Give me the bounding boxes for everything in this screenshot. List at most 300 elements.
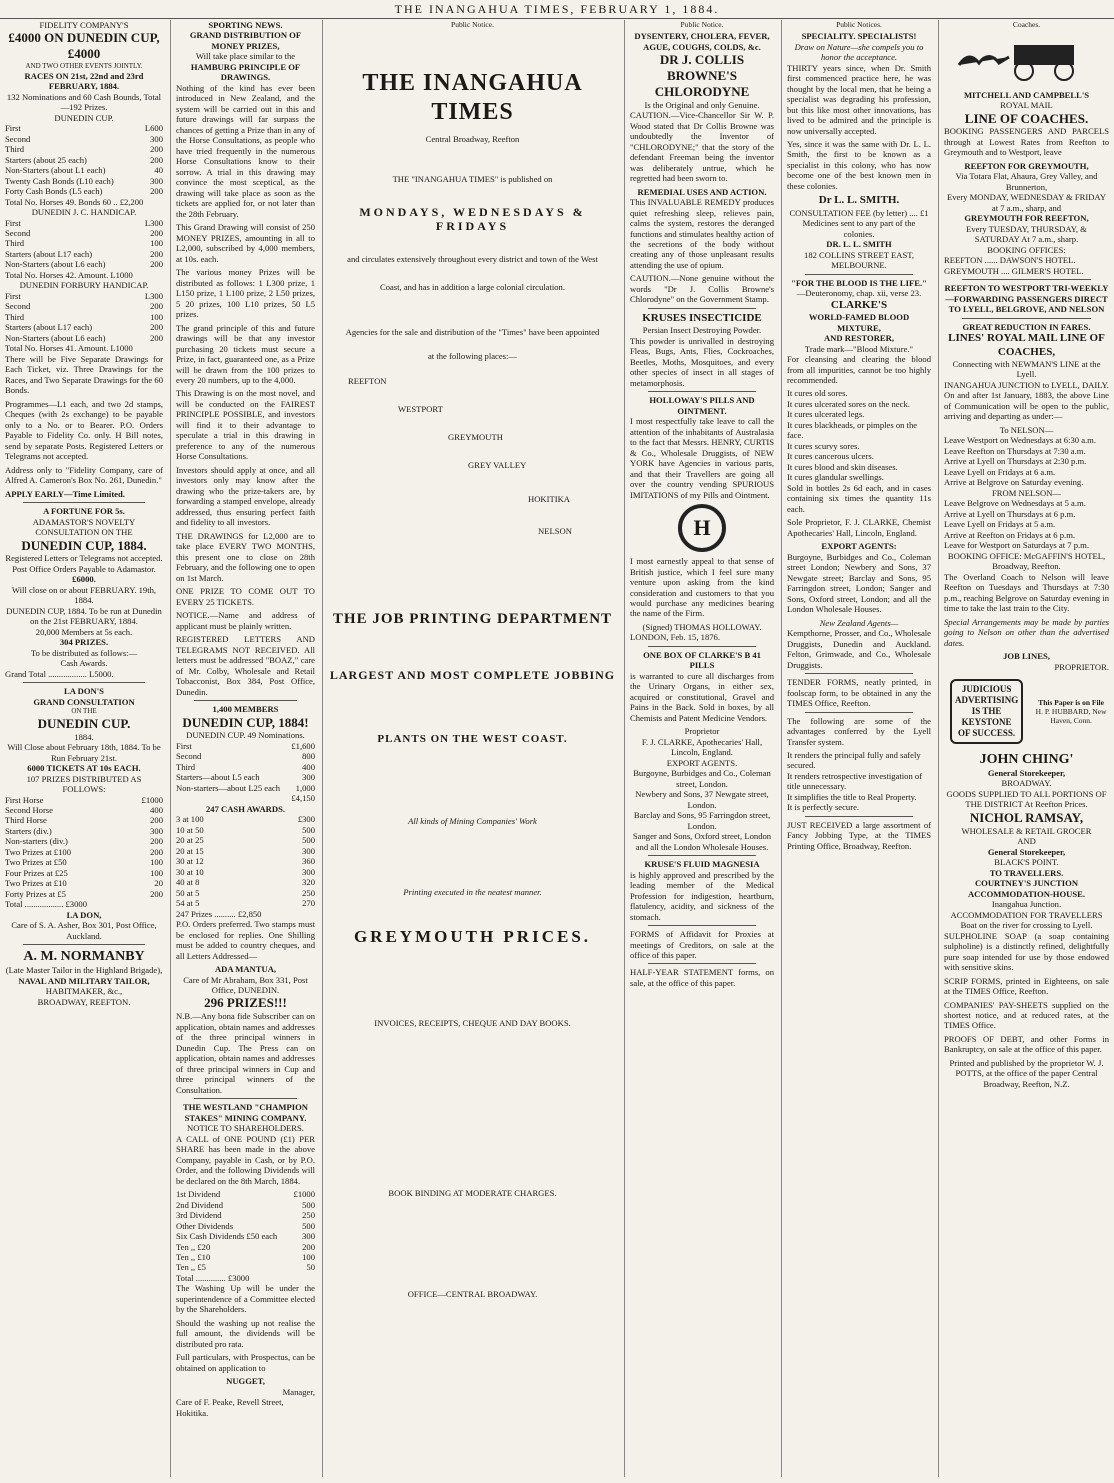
run-date: DUNEDIN CUP, 1884. To be run at Dunedin on the 21st FEBRUARY, 1884. — [6, 605, 162, 627]
apply-early: APPLY EARLY—Time Limited. — [5, 488, 125, 499]
row-label: Non-starters—about L25 each — [176, 782, 281, 793]
dr-smith-2: DR. L. L. SMITH — [826, 239, 892, 250]
body-text: On and after 1st January, 1883, the above Line of Communication will be open to the public, arriving and departing as under:— — [944, 390, 1109, 422]
table-row — [5, 238, 163, 248]
speciality: SPECIALITY. SPECIALISTS! — [801, 31, 917, 42]
via: Via Totara Flat, Ahaura, Grey Valley, and Brunnerton, — [955, 171, 1098, 192]
bookbinding: BOOK BINDING AT MODERATE CHARGES. — [388, 1188, 557, 1199]
row-value: 200 — [302, 1241, 315, 1252]
body-text: There will be Five Separate Drawings for Each Ticket, viz. Three Drawings for the Races, and Two Separate Drawings for the 60 Bonds. — [5, 353, 163, 396]
table-row — [176, 856, 315, 866]
job-printing: THE JOB PRINTING DEPARTMENT — [332, 610, 613, 627]
year: 1884. — [74, 731, 94, 742]
agents: Barclay and Sons, 95 Farringdon street, London. — [633, 810, 771, 831]
row-value: 100 — [150, 238, 163, 249]
largest: LARGEST AND MOST COMPLETE JOBBING — [329, 668, 616, 683]
body-text: Sole Proprietor, F. J. CLARKE, Chemist Apothecaries' Hall, Lincoln, England. — [787, 517, 931, 538]
fidelity-title: FIDELITY COMPANY'S — [39, 20, 129, 30]
row-label: Non-starters (div.) — [5, 836, 68, 847]
grand-consultation: GRAND CONSULTATION — [33, 696, 135, 707]
row-label: Third — [5, 311, 25, 322]
clarkes-pills: ONE BOX OF CLARKE'S B 41 PILLS — [643, 649, 761, 671]
body-text: The various money Prizes will be distributed as follows: 1 L300 prize, 1 L150 prize, 1 L100 prize, 2 L50 prizes, 5 20 prizes, 100 L10 prizes, 50 L5 prizes. — [176, 267, 315, 320]
table-row — [5, 144, 163, 154]
row-label: Two Prizes at £10 — [5, 878, 67, 889]
row-label: 30 at 12 — [176, 856, 204, 867]
table-row — [176, 1262, 315, 1272]
nominations: 132 Nominations and 60 Cash Bounds, Total—192 Prizes. — [6, 91, 162, 113]
row-value: 200 — [150, 186, 163, 197]
column-1 — [0, 20, 168, 1477]
prize-6000: £6000. — [72, 574, 96, 585]
dr-smith: Dr L. L. SMITH. — [818, 194, 900, 207]
table-row — [5, 847, 163, 857]
list-item: Leave for Westport on Saturdays at 7 p.m. — [944, 540, 1089, 551]
list-item: It cures glandular swellings. — [787, 472, 884, 483]
body-text: N.B.—Any bona fide Subscriber can on application, obtain names and addresses of the three principal winners in Dunedin Cup. The Press can on application, obtain names and addresses of three principal winners in Cup and three principal winners of the Consultation. — [176, 1011, 315, 1095]
table-row — [5, 805, 163, 815]
column-5 — [781, 20, 936, 1477]
keystone-logo — [950, 679, 1023, 744]
list-item: Arrive at Reefton on Fridays at 6 p.m. — [944, 529, 1076, 540]
row-value: 200 — [150, 815, 163, 826]
row-label: First — [5, 217, 21, 228]
divider — [805, 673, 913, 674]
row-value: 500 — [302, 1220, 315, 1231]
list-item: Leave Lyell on Fridays at 6 a.m. — [944, 466, 1056, 477]
row-value: 200 — [150, 259, 163, 270]
row-label: Four Prizes at £25 — [5, 867, 68, 878]
members: 20,000 Members at 5s each. — [35, 626, 133, 637]
body-text: BOOKING PASSENGERS AND PARCELS through at Lowest Rates from Reefton to Greymouth and to Westport, leave — [944, 126, 1109, 158]
row-label: Forty Cash Bonds (L5 each) — [5, 186, 103, 197]
body-text: Nothing of the kind has ever been introduced in New Zealand, and the system will be carried out in this and future drawings will far surpass the chances of getting a Prize than in any of the Horse Consultations, as people who have tried frequently in the numerous Horse Consultations know to their sorrow. A trial in this drawing may convince the most sceptical, as the drawing will take place as soon as the tickets are applied for, or not later than the 28th February. — [176, 82, 315, 219]
cash-awards: 247 CASH AWARDS. — [205, 803, 286, 814]
john-ching: JOHN CHING' — [979, 751, 1074, 767]
close-2: Will Close about February 18th, 1884. To be Run February 21st. — [7, 742, 161, 763]
accommodation: ACCOMMODATION FOR TRAVELLERS — [950, 909, 1103, 920]
row-value: 1,000 — [295, 782, 315, 793]
grand-distribution: GRAND DISTRIBUTION OF MONEY PRIZES, — [189, 30, 302, 51]
to-nelson: To NELSON— — [999, 424, 1054, 435]
table-row — [5, 857, 163, 867]
body-text: I most earnestly appeal to that sense of British justice, which I feel sure many venture upon asking from the kind consideration and customers to that you would purchase any medicines bearing the name of the Firm. — [630, 556, 774, 619]
job-lines: JOB LINES, — [1003, 651, 1050, 662]
persian: Persian Insect Destroying Powder. — [642, 325, 762, 336]
row-value: 200 — [150, 228, 163, 238]
row-label: Ten ,, £5 — [176, 1262, 206, 1273]
prize-table-3 — [5, 291, 163, 343]
plants: PLANTS ON THE WEST COAST. — [377, 732, 568, 745]
body-text: Kempthorne, Prosser, and Co., Wholesale Druggists, Dunedin and Auckland. Felton, Grimwade, and Co., Wholesale Druggists. — [787, 628, 931, 670]
westland: THE WESTLAND "CHAMPION STAKES" MINING COMPANY. — [183, 1102, 308, 1123]
timetable-1 — [944, 435, 1109, 487]
dunedin-cup-2: DUNEDIN CUP. — [37, 715, 131, 731]
body-text: This Drawing is on the most novel, and will be conducted on the FAIREST PRINCIPLE POSSIBLE, and investors will find it to their advantage to speculate a trial in this drawing in preference to any of the numerous Horse Consultations. — [176, 388, 315, 462]
table-row — [5, 186, 163, 196]
list-item: Arrive at Lyell on Thursdays at 2:30 p.m. — [944, 456, 1087, 467]
table-row — [5, 228, 163, 238]
po-orders: Post Office Orders Payable to Adamastor. — [12, 563, 156, 574]
broadway: BROADWAY, REEFTON. — [37, 996, 131, 1007]
office-address: Central Broadway, Reefton — [425, 133, 520, 144]
line-of-coaches: LINE OF COACHES. — [964, 110, 1089, 126]
prize-table-1 — [5, 123, 163, 196]
column-header: Public Notice. — [680, 20, 724, 29]
body-text: P.O. Orders preferred. Two stamps must be enclosed for replies. One Shilling must be added to country cheques, and all Letters Addressed— — [176, 919, 315, 961]
body-text: SULPHOLINE SOAP (a soap containing sulpholine) is a distinctly refined, delightfully pure soap intended for use by those endowed with sensitive skins. — [944, 930, 1109, 973]
table-row — [5, 878, 163, 888]
holloway-seal-icon: H — [678, 504, 726, 552]
body-text: PROOFS OF DEBT, and other Forms in Bankruptcy, on sale at the office of this paper. — [944, 1033, 1109, 1055]
row-label: Starters (about L17 each) — [5, 248, 93, 259]
row-label: 2nd Dividend — [176, 1199, 224, 1210]
divider — [648, 963, 756, 964]
office: OFFICE—CENTRAL BROADWAY. — [407, 1288, 538, 1299]
row-label: First — [5, 290, 21, 301]
prize-table-2 — [176, 814, 315, 908]
row-value: 300 — [150, 133, 163, 144]
row-label: 1st Dividend — [176, 1189, 221, 1200]
prize-table-3 — [176, 1189, 315, 1273]
row-value: 50 — [306, 1262, 315, 1273]
reduction: GREAT REDUCTION IN FARES. — [962, 321, 1091, 332]
ladons: LA DON'S — [64, 686, 104, 697]
prize-table-2 — [5, 218, 163, 270]
consultation-fee: CONSULTATION FEE (by letter) .... £1 — [789, 207, 929, 218]
list-item: It cures ulcerated sores on the neck. — [787, 398, 910, 409]
row-label: 3 at 100 — [176, 814, 204, 825]
broadway: BROADWAY. — [1001, 778, 1052, 789]
table-row — [176, 1221, 315, 1231]
row-value: L300 — [144, 217, 163, 228]
row-value: 270 — [302, 898, 315, 909]
list-item: It cures blood and skin diseases. — [787, 461, 898, 472]
body-text: This Grand Drawing will consist of 250 MONEY PRIZES, amounting in all to L2,000, subscribed by 4,000 members, at 10s. each. — [176, 222, 315, 264]
just-received: JUST RECEIVED a large assortment of Fancy Jobbing Type, at the TIMES Printing Office, Broadway, Reefton. — [787, 819, 931, 851]
adamastor: ADAMASTOR'S NOVELTY CONSULTATION ON THE — [32, 516, 136, 538]
kruse-fluid: KRUSE'S FLUID MAGNESIA — [644, 859, 760, 870]
naval-tailor: NAVAL AND MILITARY TAILOR, — [18, 975, 150, 986]
row-value: 250 — [302, 887, 315, 898]
row-value: 300 — [302, 845, 315, 856]
divider — [648, 925, 756, 926]
row-label: Non-Starters (about L6 each) — [5, 332, 106, 343]
following: at the following places:— — [427, 351, 518, 362]
table-row — [5, 165, 163, 175]
races: RACES ON 21st, 22nd and 23rd FEBRUARY, 1884. — [24, 70, 144, 92]
place: WESTPORT — [398, 403, 443, 414]
table-row — [5, 836, 163, 846]
divider — [23, 502, 145, 503]
body-text: Yes, since it was the same with Dr. L. L. Smith, the first to be known as a specialist in this colony, who has now become one of the best known men in these colonies. — [787, 138, 931, 191]
place: HOKITIKA — [528, 493, 571, 504]
fj-clarke: F. J. CLARKE, Apothecaries' Hall, Lincoln, England. — [641, 736, 763, 758]
coast: Coast, and has in addition a large colonial circulation. — [379, 282, 566, 293]
signed: (Signed) THOMAS HOLLOWAY. — [642, 621, 762, 632]
row-value: L600 — [144, 123, 163, 134]
la-don: LA DON, — [66, 909, 102, 920]
column-header: Public Notices. — [836, 20, 882, 29]
lines-royal-mail: LINES' ROYAL MAIL LINE OF COACHES, — [948, 332, 1105, 358]
place: GREYMOUTH — [448, 431, 503, 442]
list-item: It cures scurvy sores. — [787, 440, 860, 451]
table-row — [176, 1242, 315, 1252]
row-label: Second — [5, 301, 31, 312]
imprint: Printed and published by the proprietor W. J. POTTS, at the office of the paper Central Broadway, Reefton, N.Z. — [949, 1057, 1104, 1089]
row-value: 100 — [302, 1252, 315, 1262]
printing: Printing executed in the neatest manner. — [403, 886, 542, 897]
row-label: Second — [5, 133, 31, 144]
row-label: 54 at 5 — [176, 898, 200, 909]
body-text: Full particulars, with Prospectus, can be obtained on application to — [176, 1352, 315, 1373]
list-item: It cures ulcerated legs. — [787, 409, 865, 420]
table-row — [176, 1189, 315, 1199]
row-value: 300 — [302, 772, 315, 783]
export-agents: EXPORT AGENTS. — [666, 757, 738, 768]
trademark: Trade mark—"Blood Mixture." — [804, 343, 914, 354]
hubbard: H. P. HUBBARD, New Haven, Conn. — [1035, 706, 1107, 726]
body-text: Should the washing up not realise the full amount, the dividends will be distributed pro rata. — [176, 1317, 315, 1349]
body-text: I most respectfully take leave to call the attention of the inhabitants of Australasia to the fact that Messrs. HENRY, CURTIS & Co., Wholesale Druggists, of NEW YORK have Agencies in various parts, and that their Travellers are going all over the country vending SPURIOUS IMITATIONS of my Pills and Ointment. — [630, 416, 774, 500]
nugget: NUGGET, — [226, 1376, 265, 1387]
row-label: 40 at 8 — [176, 877, 200, 888]
row-value: 300 — [302, 866, 315, 877]
body-text: THE DRAWINGS for L2,000 are to take place EVERY TWO MONTHS, this present one to close on 28th February, and the following one to open on 1st March. — [176, 530, 315, 583]
restorer: AND RESTORER, — [823, 333, 895, 344]
dunedin-cup: DUNEDIN CUP, 1884! — [182, 714, 309, 730]
cures-list — [787, 388, 931, 482]
row-value: L300 — [144, 290, 163, 301]
storekeeper: General Storekeeper, — [987, 767, 1066, 778]
fidelity-sub: AND TWO OTHER EVENTS JOINTLY. — [25, 62, 143, 71]
row-value: 500 — [302, 824, 315, 835]
row-value: 320 — [302, 877, 315, 888]
row-value: £1000 — [293, 1189, 315, 1200]
tender-forms: TENDER FORMS, neatly printed, in foolscap form, to be obtained in any the TIMES Office, Reefton. — [787, 677, 931, 709]
total-1: Total No. Horses 49. Bonds 60 .. £2,200 — [5, 196, 144, 207]
row-label: 30 at 10 — [176, 866, 204, 877]
body-text: NOTICE.—Name and address of applicant must be plainly written. — [176, 610, 315, 631]
agents: Sanger and Sons, Oxford street, London and all the London Wholesale Houses. — [632, 831, 772, 852]
column-3 — [322, 20, 622, 1477]
table-row — [176, 741, 315, 751]
row-label: Third — [5, 144, 25, 155]
table-row — [176, 1210, 315, 1220]
row-label: Third — [5, 238, 25, 249]
places-list — [328, 376, 617, 586]
timetable-2 — [944, 498, 1109, 550]
body-text: ONE PRIZE TO COME OUT TO EVERY 25 TICKETS. — [176, 586, 315, 607]
place: NELSON — [538, 525, 572, 536]
table-row — [5, 155, 163, 165]
manager: Manager, — [282, 1386, 315, 1397]
cash-awards: Cash Awards. — [60, 658, 108, 669]
list-item: It is perfectly secure. — [787, 802, 860, 813]
agencies: Agencies for the sale and distribution of the "Times" have been appointed — [345, 326, 600, 337]
table-row — [5, 868, 163, 878]
will-take-place: Will take place similar to the — [195, 51, 296, 62]
reefton-office: REEFTON ...... DAWSON'S HOTEL. — [944, 255, 1076, 266]
agents: Newbery and Sons, 37 Newgate street, London. — [635, 789, 769, 810]
divider — [962, 279, 1091, 280]
export-agents: EXPORT AGENTS: — [821, 541, 897, 552]
habitmaker: HABITMAKER, &c., — [45, 986, 123, 997]
list-item: It cures old sores. — [787, 388, 848, 399]
table-row — [176, 814, 315, 824]
greymouth-reefton: GREYMOUTH FOR REEFTON, — [964, 213, 1089, 224]
row-label: 20 at 15 — [176, 845, 204, 856]
ada-address: Care of Mr Abraham, Box 331, Post Office, DUNEDIN. — [183, 974, 308, 995]
row-value: 200 — [150, 248, 163, 259]
file: This Paper is on File — [1038, 697, 1104, 707]
row-value: 200 — [150, 322, 163, 333]
on-the: ON THE — [71, 707, 97, 716]
table-row — [5, 218, 163, 228]
dunedin-cup: DUNEDIN CUP, 1884. — [21, 537, 147, 553]
row-value: 300 — [302, 1231, 315, 1242]
distribution: To be distributed as follows:— — [30, 647, 138, 658]
row-value: 300 — [150, 825, 163, 836]
remedial: REMEDIAL USES AND ACTION. — [637, 186, 767, 197]
divider — [194, 700, 297, 701]
collis-browne: DR J. COLLIS BROWNE'S CHLORODYNE — [654, 52, 750, 99]
column-header: Coaches. — [1012, 20, 1041, 29]
row-label: Second — [176, 751, 202, 762]
reefton-greymouth: REEFTON FOR GREYMOUTH, — [964, 160, 1089, 171]
all-kinds: All kinds of Mining Companies' Work — [408, 816, 537, 827]
column-6 — [938, 20, 1114, 1477]
row-value: £1000 — [141, 794, 163, 805]
row-value: 500 — [302, 1199, 315, 1210]
body-text: For cleansing and clearing the blood from all impurities, cannot be too highly recommended. — [787, 354, 931, 385]
row-label: First — [176, 740, 192, 751]
list-item: It cures cancerous ulcers. — [787, 451, 874, 462]
body-text: Investors should apply at once, and all investors only may know after the drawing who the prize-takers are, by forwarding a stamped envelope, already addressed, thus ensuring perfect faith and fidelity to all investors. — [176, 464, 315, 528]
column-2 — [170, 20, 320, 1477]
divider — [962, 318, 1091, 319]
table-row — [5, 815, 163, 825]
table-row — [176, 825, 315, 835]
every-2: Every TUESDAY, THURSDAY, & SATURDAY At 7 a.m., sharp. — [966, 223, 1087, 245]
body-text: The following are some of the advantages conferred by the Lyell Transfer system. — [787, 715, 931, 747]
list-item: Leave Westport on Wednesdays at 6:30 a.m. — [944, 435, 1096, 446]
forms: FORMS of Affidavit for Proxies at meetings of Creditors, on sale at the office of this paper. — [630, 929, 774, 960]
wholesale: WHOLESALE & RETAIL GROCER — [961, 825, 1092, 836]
junction: INANGAHUA JUNCTION to LYELL, DAILY. — [944, 379, 1109, 390]
list-item: It renders retrospective investigation of title unnecessary. — [787, 770, 923, 792]
row-value: 400 — [150, 804, 163, 815]
total-3: Total .............. £3000 — [176, 1272, 250, 1283]
total-2: Total No. Horses 42. Amount. L1000 — [5, 269, 133, 280]
row-value: 360 — [302, 856, 315, 867]
medicines: Medicines sent to any part of the colonies. — [802, 218, 916, 239]
row-value: 100 — [150, 857, 163, 868]
row-value: 20 — [154, 878, 163, 889]
table-row — [176, 1252, 315, 1262]
circulation: and circulates extensively throughout every district and town of the West — [347, 253, 598, 264]
draw-on-nature: Draw on Nature—she compels you to honor the acceptance. — [794, 41, 924, 63]
divider — [805, 274, 913, 275]
greymouth-office: GREYMOUTH .... GILMER'S HOTEL. — [944, 265, 1084, 276]
nichol-ramsay: NICHOL RAMSAY, — [969, 809, 1084, 825]
agents: Burgoyne, Burbidges and Co., Coleman street, London. — [633, 768, 771, 789]
body-text: REGISTERED LETTERS AND TELEGRAMS NOT RECEIVED. All letters must be addressed "BOAZ," care of Mr. Colby, Wholesale and Retail Tobacconist, Box 384, Post Office, Dunedin. — [176, 634, 315, 697]
nz-agents-label: New Zealand Agents— — [819, 617, 899, 628]
table-row — [5, 312, 163, 322]
row-label: 50 at 5 — [176, 887, 200, 898]
masthead: THE INANGAHUA TIMES, FEBRUARY 1, 1884. — [0, 0, 1114, 19]
body-text: Burgoyne, Burbidges and Co., Coleman street London; Newbery and Sons, 37 Newgate street; Barclay and Sons, 95 Farringdon street, London; Sanger and Sons, Oxford street, London; and all the London Wholesale Houses. — [787, 551, 931, 615]
table-row — [5, 322, 163, 332]
table-row — [176, 846, 315, 856]
booking-offices: BOOKING OFFICES: — [987, 244, 1066, 255]
ad-block — [944, 675, 1109, 748]
paper-title: THE INANGAHUA TIMES — [362, 70, 583, 126]
row-value: 400 — [302, 761, 315, 772]
list-item: It simplifies the title to Real Property. — [787, 791, 917, 802]
special: Special Arrangements may be made by parties going to Nelson on other than the advertised dates. — [944, 616, 1109, 648]
column-4 — [624, 20, 779, 1477]
row-label: First Horse — [5, 794, 44, 805]
dysentery: DYSENTERY, CHOLERA, FEVER, AGUE, COUGHS, COLDS, &c. — [634, 31, 770, 52]
divider — [648, 391, 756, 392]
original: Is the Original and only Genuine. — [644, 99, 760, 110]
body-text: COMPANIES' PAY-SHEETS supplied on the shortest notice, and at reduced rates, at the TIMES Office. — [944, 999, 1109, 1031]
body-text: The Washing Up will be under the superintendence of a Committee elected by the Shareholders. — [176, 1283, 315, 1315]
smith-address: 182 COLLINS STREET EAST, MELBOURNE. — [804, 249, 914, 271]
row-value: 100 — [150, 867, 163, 878]
row-label: Starters—about L5 each — [176, 772, 260, 783]
royal-mail: ROYAL MAIL — [1000, 100, 1053, 111]
row-label: Starters (about 25 each) — [5, 154, 87, 165]
days: MONDAYS, WEDNESDAYS & FRIDAYS — [359, 204, 586, 234]
booking-office: BOOKING OFFICE: McGAFFIN'S HOTEL, Broadway, Reefton. — [947, 550, 1106, 572]
table-row — [5, 249, 163, 259]
greymouth-prices: GREYMOUTH PRICES. — [353, 927, 592, 947]
row-label: Ten ,, £20 — [176, 1241, 211, 1252]
divider — [23, 682, 145, 683]
row-value: 200 — [150, 888, 163, 899]
boat: Boat on the river for crossing to Lyell. — [960, 920, 1093, 931]
row-label: Third Horse — [5, 815, 47, 826]
and: AND — [1017, 836, 1036, 847]
row-label: Starters (div.) — [5, 825, 52, 836]
column-header: Public Notice. — [451, 20, 494, 29]
courtney: COURTNEY'S JUNCTION ACCOMMODATION-HOUSE. — [967, 878, 1086, 899]
table-row — [176, 772, 315, 782]
kruses: KRUSES INSECTICIDE — [642, 311, 762, 324]
clarkes: CLARKE'S — [830, 298, 888, 311]
divider — [648, 855, 756, 856]
body-text: The Overland Coach to Nelson will leave Reefton on Tuesdays and Thursdays at 7:30 p.m., reaching Belgrove on Saturday evening in time to take the last train to the City. — [944, 571, 1109, 614]
ada-mantua: ADA MANTUA, — [214, 964, 277, 975]
normanby-sub: (Late Master Tailor in the Highland Brigade), — [5, 965, 163, 976]
prizes: 304 PRIZES. — [59, 637, 109, 648]
row-value: 200 — [150, 154, 163, 165]
row-label: Forty Prizes at £5 — [5, 888, 66, 899]
proprietor: Proprietor — [684, 726, 720, 737]
fortune: A FORTUNE FOR 5s. — [43, 506, 125, 517]
row-label: 10 at 50 — [176, 824, 204, 835]
list-item: Leave Lyell on Fridays at 5 a.m. — [944, 519, 1056, 530]
la-don-address: Care of S. A. Asher, Box 301, Post Office, Auckland. — [11, 920, 157, 941]
goods: GOODS SUPPLIED TO ALL PORTIONS OF THE DISTRICT At Reefton Prices. — [946, 788, 1107, 810]
handicap-label: DUNEDIN J. C. HANDICAP. — [31, 207, 137, 218]
body-text: CAUTION.—None genuine without the words "Dr J. Collis Browne's Chlorodyne" on the Government Stamp. — [630, 273, 774, 305]
close-date: Will close on or about FEBRUARY. 19th, 1884. — [11, 584, 157, 606]
body-text: THIRTY years since, when Dr. Smith first commenced practice here, he was thought by the local men, that he being a specialist was degrading his profession, but this like most other innovations, has lived to be admired and the principle is now universally accepted. — [787, 62, 931, 136]
